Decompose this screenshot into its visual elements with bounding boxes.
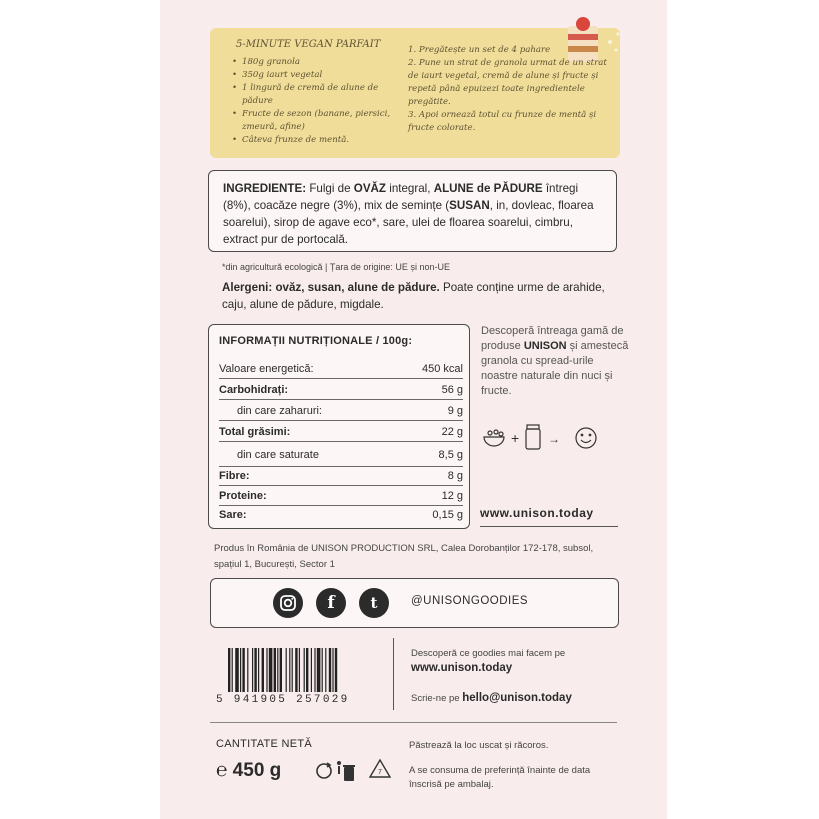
table-row: Total grăsimi: 22 g <box>219 423 463 442</box>
barcode-bar <box>295 648 297 692</box>
barcode-bar <box>332 648 333 692</box>
list-item: • Fructe de sezon (banane, piersici, zmeură, afine) <box>230 108 408 134</box>
list-item: • 180g granola <box>230 56 408 69</box>
barcode-bar <box>262 648 264 692</box>
recipe-step: 2. Pune un strat de granola urmat de un strat de iaurt vegetal, cremă de alune și fructe și repetă până epuizezi toate ingredientele pregătite. <box>408 58 607 107</box>
barcode-bar <box>335 648 337 692</box>
barcode-bar <box>286 648 287 692</box>
recipe-box <box>210 28 620 158</box>
divider <box>393 638 394 710</box>
table-row: din care zaharuri: 9 g <box>219 402 463 421</box>
allergens-text: Alergeni: ovăz, susan, alune de pădure. Poate conține urme de arahide, caju, alune de pădure, migdale. <box>222 281 605 311</box>
storage-info: Păstrează la loc uscat și răcoros. <box>409 740 549 751</box>
recipe-steps <box>408 44 616 135</box>
table-row: din care saturate 8,5 g <box>219 444 463 467</box>
ingredients-text: INGREDIENTE: Fulgi de OVĂZ integral, ALUNE de PĂDURE întregi (8%), coacăze negre (3%), mix de semințe (SUSAN, in, dovleac, floarea soarelui), sirop de agave eco*, sare, ulei de floarea soarelui, cimbru, extract pur de portocală. <box>223 182 594 246</box>
barcode-bar <box>322 648 323 692</box>
recycling-icons <box>314 757 394 787</box>
website-link[interactable]: www.unison.today <box>480 506 618 527</box>
goodies-website-link[interactable]: www.unison.today <box>411 662 513 674</box>
barcode-bar <box>311 648 312 692</box>
barcode-bar <box>247 648 248 692</box>
recipe-ingredient-list <box>230 56 408 147</box>
barcode-bar <box>306 648 308 692</box>
recipe-title: 5-MINUTE VEGAN PARFAIT <box>236 39 381 50</box>
facebook-icon[interactable]: f <box>316 588 346 618</box>
table-row: Fibre: 8 g <box>219 467 463 486</box>
barcode-bar <box>292 648 293 692</box>
best-before-info: A se consuma de preferință înainte de data înscrisă pe ambalaj. <box>409 765 591 790</box>
nutrition-table <box>208 324 470 529</box>
tumblr-icon[interactable]: t <box>359 588 389 618</box>
goodies-text: Descoperă ce goodies mai facem pe <box>411 648 566 659</box>
barcode-bar <box>280 648 282 692</box>
table-row: Carbohidrați: 56 g <box>219 381 463 400</box>
social-box <box>210 578 619 628</box>
producer-info: Produs în România de UNISON PRODUCTION SRL, Calea Dorobanților 172-178, subsol, spațiul 1, București, Sector 1 <box>214 543 594 570</box>
barcode-bar <box>242 648 244 692</box>
recycle-loop-icon <box>317 763 331 778</box>
barcode-bar <box>240 648 241 692</box>
divider <box>210 722 617 723</box>
tidyman-bin-icon <box>337 761 355 781</box>
quantity-label: CANTITATE NETĂ <box>216 738 313 750</box>
eco-origin-note: *din agricultură ecologică | Țara de origine: UE și non-UE <box>222 262 450 272</box>
barcode <box>228 648 376 692</box>
svg-text:+: + <box>511 430 520 446</box>
barcode-bar <box>304 648 305 692</box>
nutrition-title: INFORMAȚII NUTRIȚIONALE / 100g: <box>219 335 413 347</box>
table-row: Valoare energetică: 450 kcal <box>219 360 463 379</box>
email-link[interactable]: hello@unison.today <box>462 692 572 704</box>
barcode-bar <box>314 648 315 692</box>
discover-text: Descoperă întreaga gamă de produse UNISON și amestecă granola cu spread-urile noastre naturale din nuci și fructe. <box>481 325 629 397</box>
jar-icon <box>526 425 540 449</box>
barcode-bar <box>289 648 290 692</box>
list-item: • Câteva frunze de mentă. <box>230 134 408 147</box>
granola-bowl-icon <box>484 430 504 446</box>
ingredients-label: INGREDIENTE: <box>223 182 307 195</box>
barcode-bar <box>274 648 276 692</box>
table-row: Proteine: 12 g <box>219 487 463 506</box>
barcode-bar <box>299 648 300 692</box>
svg-text:→: → <box>548 432 560 446</box>
barcode-bar <box>232 648 233 692</box>
pairing-icons <box>481 423 601 453</box>
barcode-bar <box>277 648 278 692</box>
svg-text:7: 7 <box>378 769 382 776</box>
smiley-icon <box>576 428 596 448</box>
social-handle[interactable]: @UNISONGOODIES <box>411 595 529 607</box>
brand-name: UNISON <box>523 340 567 352</box>
recipe-step: 1. Pregătește un set de 4 pahare <box>408 45 551 55</box>
list-item: • 1 lingură de cremă de alune de pădure <box>230 82 408 108</box>
list-item: • 350g iaurt vegetal <box>230 69 408 82</box>
barcode-bar <box>252 648 253 692</box>
barcode-bar <box>269 648 273 692</box>
barcode-bar <box>235 648 239 692</box>
barcode-bar <box>317 648 321 692</box>
ingredients-box <box>208 170 617 252</box>
barcode-number: 5 941905 257029 <box>216 694 350 706</box>
barcode-bar <box>266 648 267 692</box>
barcode-bar <box>254 648 256 692</box>
barcode-bar <box>325 648 326 692</box>
table-row: Sare: 0,15 g <box>219 509 463 521</box>
contact-text: Scrie-ne pe hello@unison.today <box>411 692 572 704</box>
barcode-bar <box>228 648 230 692</box>
net-weight: ℮ 450 g <box>216 760 282 781</box>
barcode-bar <box>258 648 259 692</box>
recipe-step: 3. Apoi ornează totul cu frunze de mentă și fructe colorate. <box>408 110 597 133</box>
barcode-bar <box>329 648 331 692</box>
instagram-icon[interactable] <box>273 588 303 618</box>
